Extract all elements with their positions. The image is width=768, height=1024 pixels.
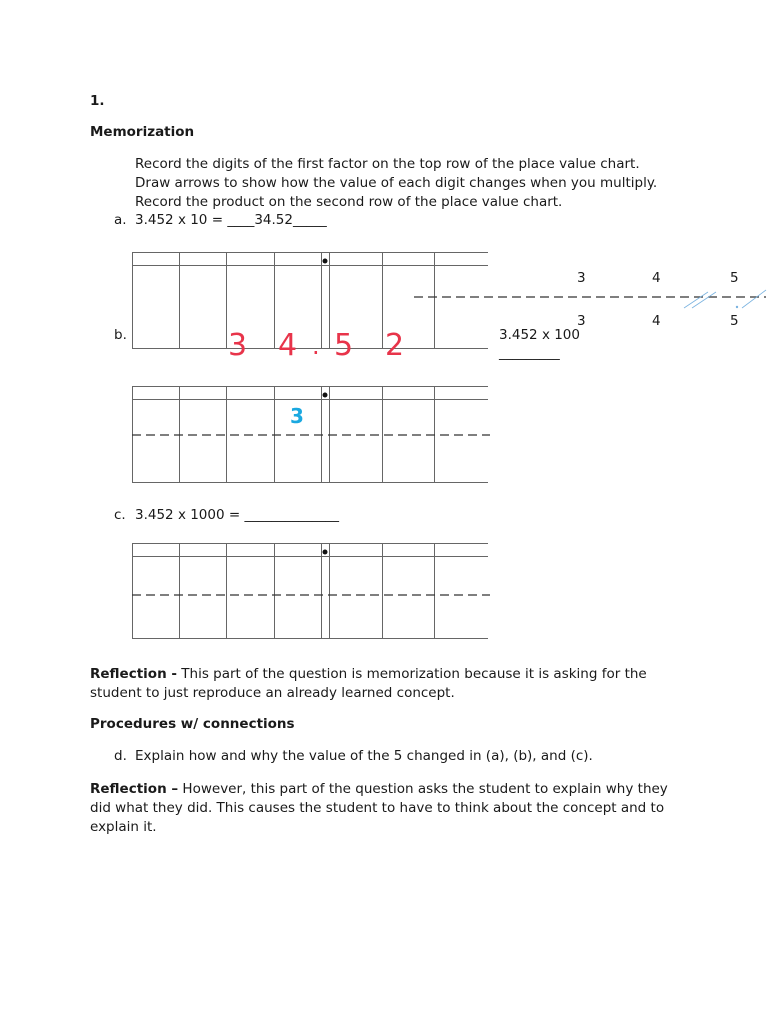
handwritten-digit: 2 [385, 328, 405, 363]
item-b-answer: _________ [499, 345, 560, 361]
floating-digit: 4 [652, 270, 661, 286]
reflection-paragraph-1 [90, 665, 690, 703]
item-a-prefix: 3.452 x 10 = [135, 212, 224, 228]
reflection-label: Reflection - [90, 666, 177, 682]
decimal-point-marker [323, 393, 328, 398]
dashed-divider-with-arrows [412, 284, 768, 312]
item-a-problem [135, 212, 327, 228]
reflection-paragraph-2 [90, 780, 680, 837]
reflection-text: However, this part of the question asks the student to explain why they did what they did. This causes the student to have to think about the concept and to explain it. [90, 781, 668, 835]
item-c-prefix: 3.452 x 1000 = [135, 507, 241, 523]
item-c-answer: ______________ [244, 507, 339, 523]
place-value-chart-c [130, 542, 492, 642]
handwritten-digit: 3 [228, 328, 248, 363]
item-b-prefix: 3.452 x 100 [499, 327, 580, 343]
handwritten-decimal-point: . [312, 332, 320, 360]
instruction-line-1: Record the digits of the first factor on the top row of the place value chart. [135, 156, 640, 172]
handwritten-digit-blue: 3 [290, 404, 304, 428]
question-number: 1. [90, 93, 105, 109]
reflection-label: Reflection – [90, 781, 179, 797]
floating-digit: 3 [577, 270, 586, 286]
section-heading-procedures: Procedures w/ connections [90, 716, 295, 732]
item-b-marker: b. [114, 327, 127, 343]
decimal-point-marker [323, 550, 328, 555]
floating-digit: 5 [730, 313, 739, 329]
item-a-answer: ____34.52_____ [227, 212, 327, 228]
decimal-point-marker [323, 259, 328, 264]
item-c-problem [135, 507, 339, 523]
section-heading-memorization: Memorization [90, 124, 195, 140]
item-d-text: Explain how and why the value of the 5 changed in (a), (b), and (c). [135, 748, 593, 764]
item-c-marker: c. [114, 507, 126, 523]
instruction-line-3: Record the product on the second row of the place value chart. [135, 194, 563, 210]
handwritten-digit: 4 [278, 328, 298, 363]
item-a-marker: a. [114, 212, 127, 228]
floating-digit: 3 [577, 313, 586, 329]
place-value-chart-b [130, 385, 492, 485]
reflection-text: This part of the question is memorization because it is asking for the student to just reproduce an already learned concept. [90, 666, 647, 701]
instruction-line-2: Draw arrows to show how the value of each digit changes when you multiply. [135, 175, 658, 191]
handwritten-digit: 5 [334, 328, 354, 363]
item-d-marker: d. [114, 748, 127, 764]
floating-digit: 4 [652, 313, 661, 329]
floating-digit: 5 [730, 270, 739, 286]
